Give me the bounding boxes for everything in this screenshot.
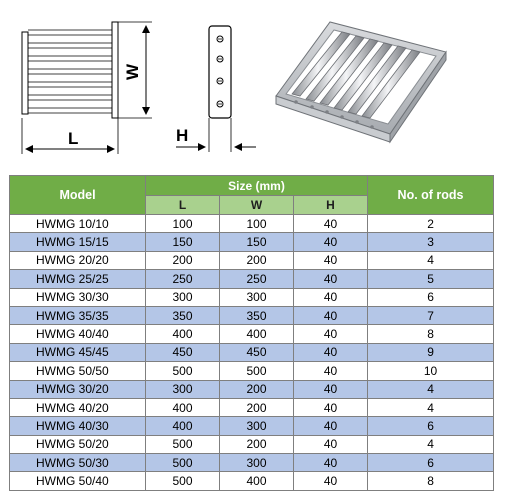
rods-cell: 9	[368, 343, 494, 361]
rods-cell: 3	[368, 233, 494, 251]
height-cell: 40	[294, 325, 368, 343]
table-row	[10, 343, 494, 361]
width-cell: 400	[220, 472, 294, 490]
length-cell: 500	[146, 362, 220, 380]
table-row	[10, 380, 494, 398]
model-cell: HWMG 25/25	[10, 270, 146, 288]
width-cell: 250	[220, 270, 294, 288]
height-cell: 40	[294, 233, 368, 251]
table-row	[10, 362, 494, 380]
height-cell: 40	[294, 398, 368, 416]
height-cell: 40	[294, 270, 368, 288]
drawing-svg	[0, 0, 512, 172]
dimension-w-label: W	[123, 63, 142, 81]
model-cell: HWMG 15/15	[10, 233, 146, 251]
model-cell: HWMG 50/20	[10, 435, 146, 453]
rods-cell: 4	[368, 398, 494, 416]
width-cell: 100	[220, 215, 294, 233]
model-cell: HWMG 20/20	[10, 251, 146, 269]
rods-cell: 6	[368, 454, 494, 472]
width-cell: 200	[220, 251, 294, 269]
height-column-header: H	[294, 196, 368, 215]
model-cell: HWMG 10/10	[10, 215, 146, 233]
rods-cell: 7	[368, 306, 494, 324]
table-row	[10, 472, 494, 490]
table-row	[10, 398, 494, 416]
table-row	[10, 251, 494, 269]
width-cell: 350	[220, 306, 294, 324]
rods-cell: 4	[368, 380, 494, 398]
length-cell: 200	[146, 251, 220, 269]
length-cell: 250	[146, 270, 220, 288]
table-row	[10, 215, 494, 233]
model-cell: HWMG 30/30	[10, 288, 146, 306]
height-cell: 40	[294, 472, 368, 490]
front-view	[22, 22, 152, 154]
width-cell: 500	[220, 362, 294, 380]
model-cell: HWMG 40/40	[10, 325, 146, 343]
model-cell: HWMG 40/30	[10, 417, 146, 435]
length-cell: 500	[146, 435, 220, 453]
dimension-l-label: L	[68, 129, 79, 148]
rods-cell: 8	[368, 325, 494, 343]
table-row	[10, 417, 494, 435]
table-row	[10, 454, 494, 472]
width-cell: 300	[220, 454, 294, 472]
side-view	[176, 26, 256, 152]
table-row	[10, 288, 494, 306]
width-cell: 300	[220, 417, 294, 435]
model-cell: HWMG 45/45	[10, 343, 146, 361]
table-row	[10, 325, 494, 343]
model-cell: HWMG 50/50	[10, 362, 146, 380]
height-cell: 40	[294, 288, 368, 306]
length-cell: 450	[146, 343, 220, 361]
height-cell: 40	[294, 362, 368, 380]
model-column-header: Model	[10, 176, 146, 215]
table-row	[10, 435, 494, 453]
model-cell: HWMG 50/40	[10, 472, 146, 490]
length-cell: 400	[146, 398, 220, 416]
rods-cell: 4	[368, 251, 494, 269]
height-cell: 40	[294, 435, 368, 453]
height-cell: 40	[294, 215, 368, 233]
width-cell: 200	[220, 398, 294, 416]
specification-table	[9, 175, 494, 491]
length-cell: 350	[146, 306, 220, 324]
model-cell: HWMG 30/20	[10, 380, 146, 398]
length-cell: 300	[146, 288, 220, 306]
technical-drawing	[0, 0, 512, 172]
model-cell: HWMG 35/35	[10, 306, 146, 324]
rods-cell: 10	[368, 362, 494, 380]
rods-column-header: No. of rods	[368, 176, 494, 215]
product-photo	[276, 22, 446, 142]
width-cell: 450	[220, 343, 294, 361]
rods-cell: 6	[368, 288, 494, 306]
height-cell: 40	[294, 343, 368, 361]
rods-cell: 6	[368, 417, 494, 435]
table-body	[10, 215, 494, 491]
height-cell: 40	[294, 380, 368, 398]
length-cell: 500	[146, 454, 220, 472]
width-cell: 300	[220, 288, 294, 306]
length-cell: 500	[146, 472, 220, 490]
height-cell: 40	[294, 454, 368, 472]
table-row	[10, 233, 494, 251]
length-cell: 150	[146, 233, 220, 251]
length-cell: 300	[146, 380, 220, 398]
width-cell: 150	[220, 233, 294, 251]
length-cell: 400	[146, 417, 220, 435]
width-cell: 400	[220, 325, 294, 343]
dimension-h-label: H	[176, 126, 189, 145]
rods-cell: 4	[368, 435, 494, 453]
length-column-header: L	[146, 196, 220, 215]
rods-cell: 8	[368, 472, 494, 490]
length-cell: 400	[146, 325, 220, 343]
width-cell: 200	[220, 380, 294, 398]
height-cell: 40	[294, 306, 368, 324]
height-cell: 40	[294, 417, 368, 435]
length-cell: 100	[146, 215, 220, 233]
width-column-header: W	[220, 196, 294, 215]
table-row	[10, 306, 494, 324]
size-column-header: Size (mm)	[146, 176, 368, 196]
table-row	[10, 270, 494, 288]
rods-cell: 2	[368, 215, 494, 233]
height-cell: 40	[294, 251, 368, 269]
width-cell: 200	[220, 435, 294, 453]
model-cell: HWMG 50/30	[10, 454, 146, 472]
rods-cell: 5	[368, 270, 494, 288]
model-cell: HWMG 40/20	[10, 398, 146, 416]
